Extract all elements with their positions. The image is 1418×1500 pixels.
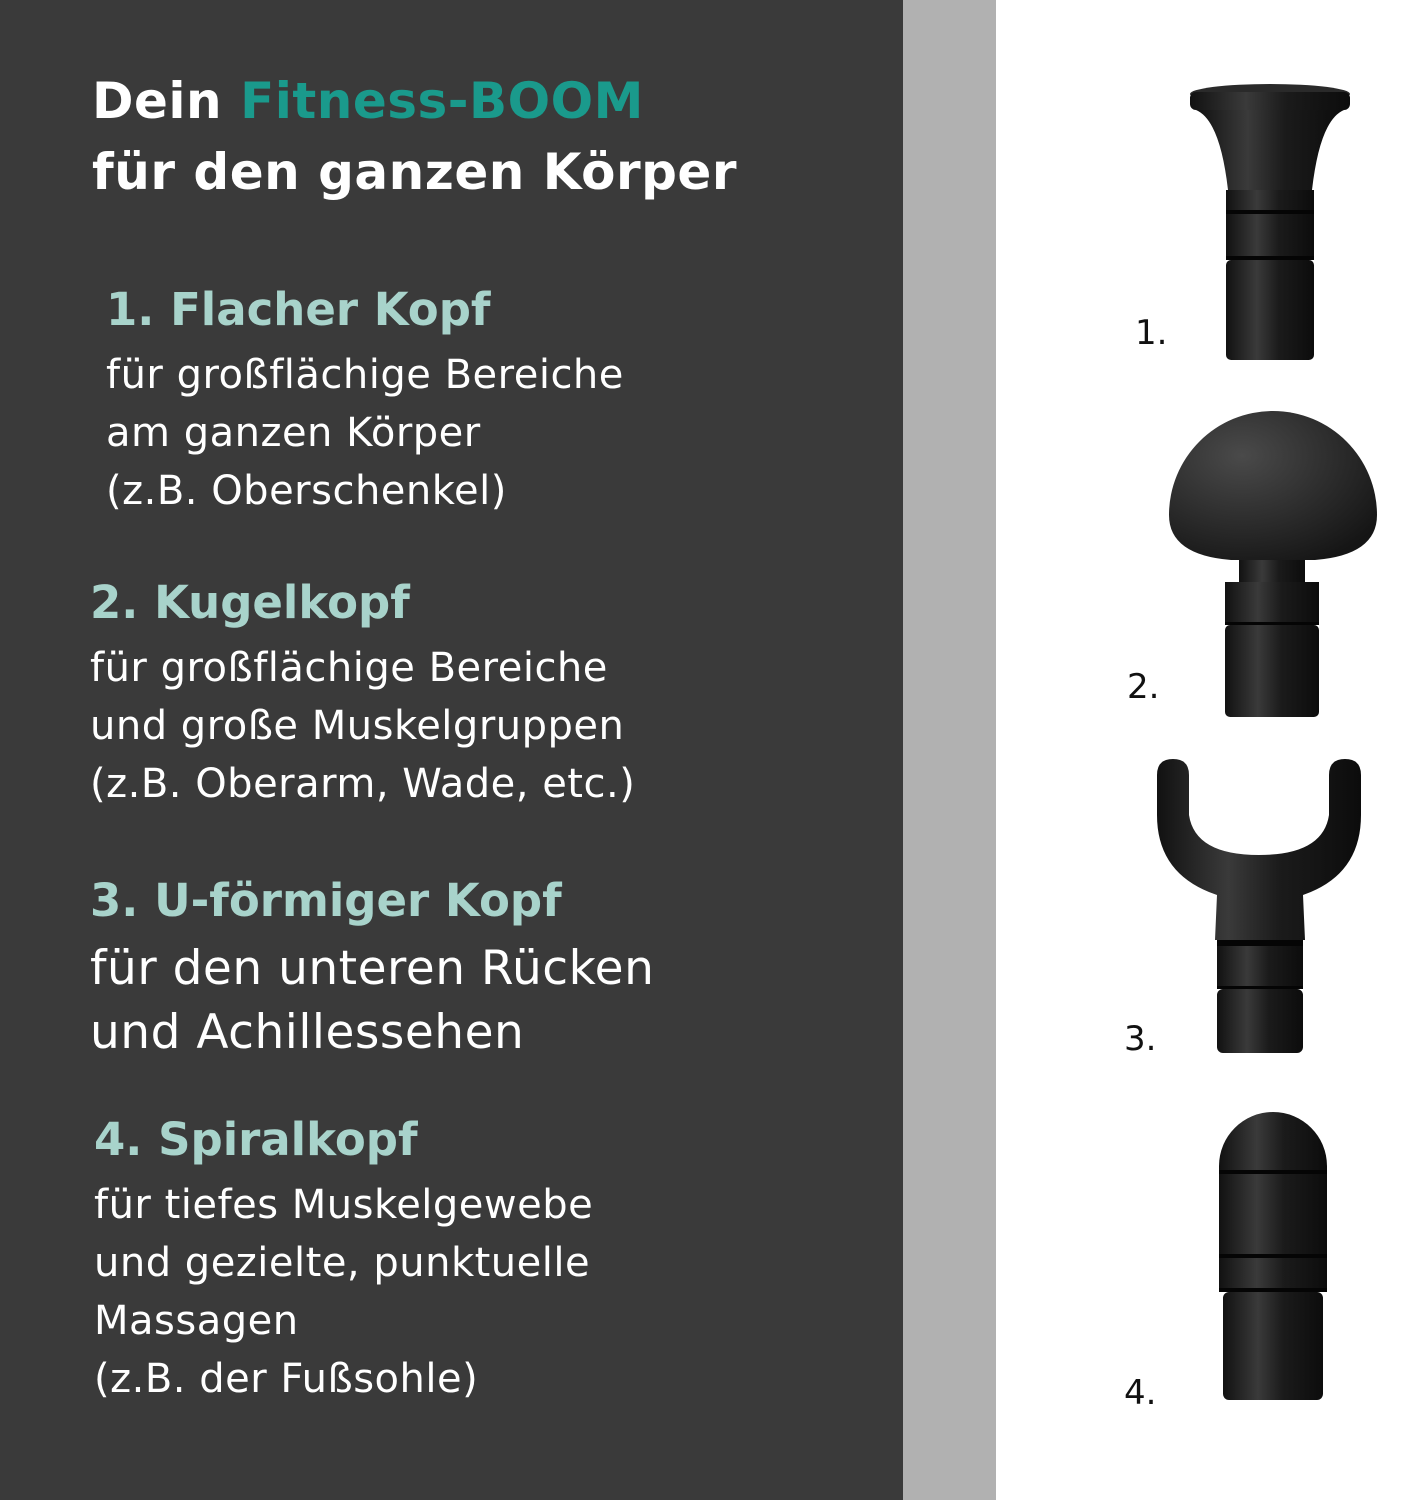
- section-heading: 1. Flacher Kopf: [106, 283, 491, 336]
- section-line: und Achillessehen: [90, 1005, 525, 1060]
- title-line-2: für den ganzen Körper: [92, 143, 737, 201]
- section-spiral-head: [94, 1113, 594, 1408]
- fork-head-attachment-icon: [1155, 755, 1365, 1055]
- section-line: (z.B. der Fußsohle): [94, 1356, 479, 1402]
- section-line: für tiefes Muskelgewebe: [94, 1182, 594, 1228]
- section-heading: 2. Kugelkopf: [90, 576, 410, 629]
- section-line: (z.B. Oberarm, Wade, etc.): [90, 761, 636, 807]
- section-flat-head: [106, 283, 624, 520]
- grey-stripe: [903, 0, 996, 1500]
- flat-head-attachment-icon: [1180, 80, 1360, 365]
- section-line: und gezielte, punktuelle: [94, 1240, 591, 1286]
- section-line: am ganzen Körper: [106, 410, 481, 456]
- ball-head-attachment-icon: [1165, 395, 1380, 720]
- section-line: für großflächige Bereiche: [90, 645, 608, 691]
- title-line-1: [92, 72, 644, 130]
- section-line: für großflächige Bereiche: [106, 352, 624, 398]
- section-line: für den unteren Rücken: [90, 941, 655, 996]
- section-line: und große Muskelgruppen: [90, 703, 625, 749]
- bullet-head-attachment-icon: [1215, 1108, 1330, 1403]
- section-heading: 4. Spiralkopf: [94, 1113, 418, 1166]
- title-prefix: Dein: [92, 72, 241, 130]
- image-label-4: 4.: [1124, 1373, 1157, 1413]
- section-line: Massagen: [94, 1298, 299, 1344]
- section-u-head: [90, 874, 655, 1065]
- section-heading: 3. U-förmiger Kopf: [90, 874, 562, 927]
- section-ball-head: [90, 576, 636, 813]
- image-label-1: 1.: [1135, 313, 1168, 353]
- image-label-2: 2.: [1127, 667, 1160, 707]
- section-line: (z.B. Oberschenkel): [106, 468, 507, 514]
- image-label-3: 3.: [1124, 1019, 1157, 1059]
- title-accent: Fitness-BOOM: [240, 72, 644, 130]
